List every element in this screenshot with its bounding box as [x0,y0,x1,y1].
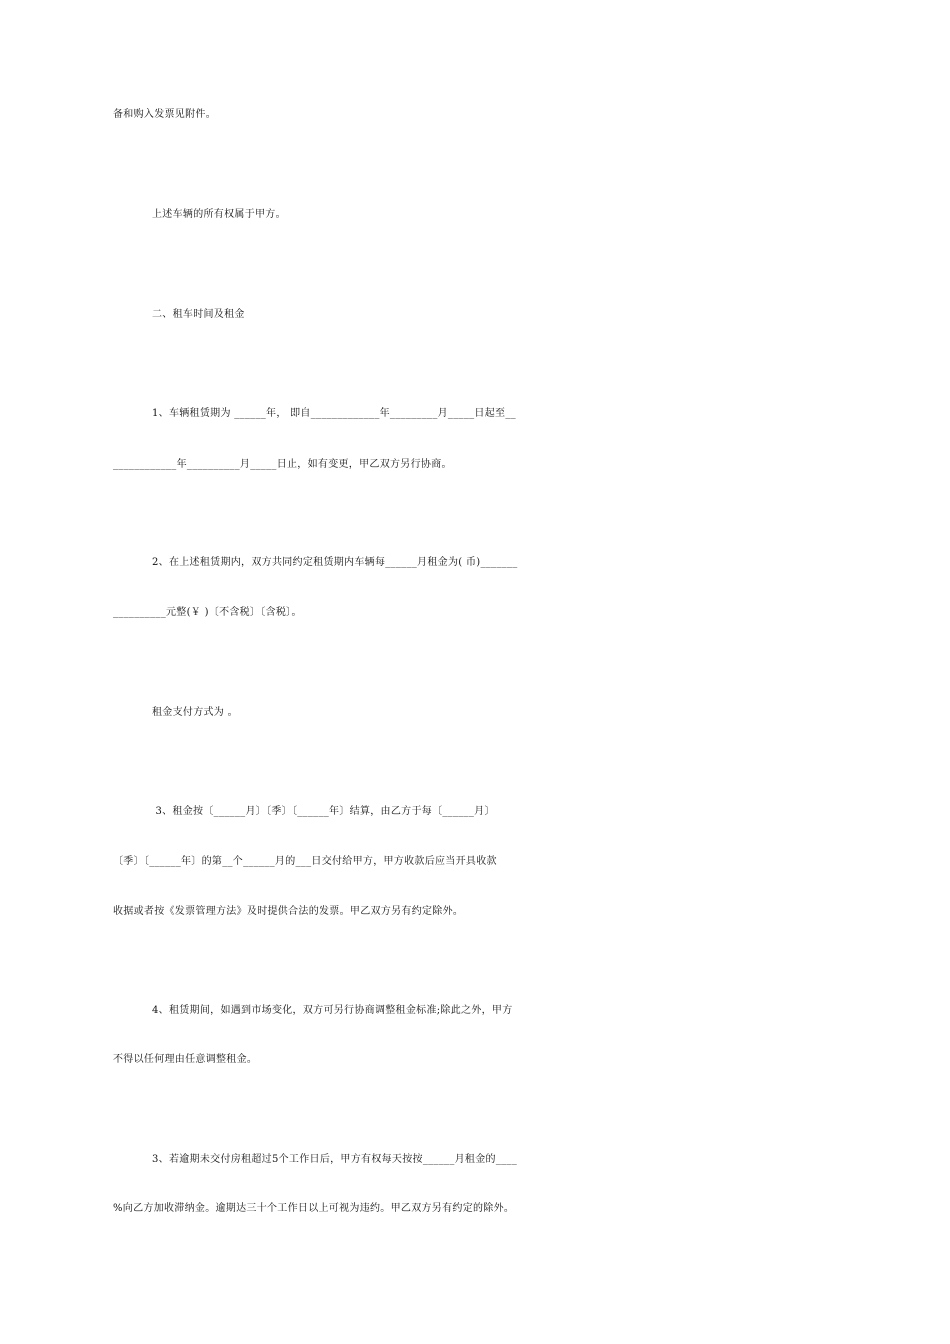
text-line: __________元整(￥ )〔不含税〕〔含税〕。 [113,607,302,618]
text-line: 上述车辆的所有权属于甲方。 [152,209,286,220]
text-line: 3、若逾期未交付房租超过5个工作日后，甲方有权每天按按______月租金的____ [152,1154,518,1165]
text-line: %向乙方加收滞纳金。逾期达三十个工作日以上可视为违约。甲乙双方另有约定的除外。 [113,1203,515,1214]
text-line: 1、车辆租赁期为 ______年， 即自_____________年_________月_____日起至__ [152,408,516,419]
section-heading: 二、租车时间及租金 [152,309,245,320]
text-line: 收据或者按《发票管理方法》及时提供合法的发票。甲乙双方另有约定除外。 [113,906,464,917]
text-line: 不得以任何理由任意调整租金。 [113,1054,258,1065]
text-line: 4、租赁期间，如遇到市场变化，双方可另行协商调整租金标准;除此之外，甲方 [152,1005,513,1016]
text-line: 租金支付方式为 。 [152,707,238,718]
text-line: 〔季〕〔______年〕的第__个______月的___日交付给甲方，甲方收款后应当开具收款 [113,856,497,867]
text-line: 3、租金按〔______月〕〔季〕〔______年〕结算，由乙方于每〔______月〕 [152,806,495,817]
text-line: 备和购入发票见附件。 [113,109,216,120]
text-line: 2、在上述租赁期内，双方共同约定租赁期内车辆每______月租金为( 币)_______ [152,557,518,568]
text-line: ____________年__________月_____日止，如有变更，甲乙双方另行协商。 [113,459,452,470]
